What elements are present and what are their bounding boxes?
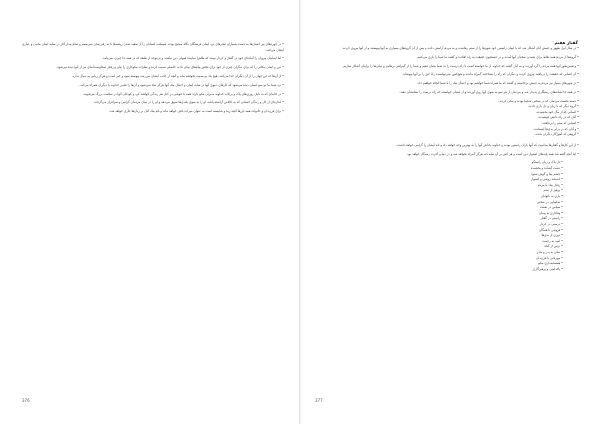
list-item: • پاکدامنی و پرهیزگاری — [532, 266, 563, 271]
left-page-text — [22, 42, 284, 118]
list-item: • فروتنی با همگان — [539, 227, 563, 232]
paragraph: • در خانه‌ای که به دلیل روزی‌های پاک و برکات خداوند مدیران نیکو دارند همه با خوشی در کنار هم زندگی خواهند کرد و کودکان آنها در سلامت بزرگ می‌شوند. — [82, 91, 284, 96]
paragraph: • در چهره‌های پیر انسان‌ها به دست بسیاران تبحرهای برد ایمان فرشتگان نگاه صحیح بوده، شیطنت انسانان را از سفید شدن ریشه‌ها تا ته رفتن‌شان نمی‌بینیم و تمام بیدار آثار در سایه ایمان ماندن و عیاری ایشان می‌کنند. — [22, 42, 284, 52]
list-item: • مهربانی با فرزندان — [536, 255, 563, 260]
list-item: • نیکی به پدر و مادر — [536, 249, 563, 254]
paragraph: • اما آنچه گفته شد همه پایه‌های استوار دین است و هر کس بر آن تکیه کند هرگز گمراه نخواهد شد و در دنیا و آخرت رستگار خواهد بود. — [406, 151, 579, 156]
list-item: • گروهی که آموزگار دیگران شدند. — [534, 132, 579, 137]
list-item: • دسته نخست مردمان که در سختی شکیبا بودند و نیکی کردند. — [498, 98, 579, 103]
list-item: • درستی در کردار — [539, 221, 563, 226]
paragraph: • آن کسانی که حقیقت را دریافتند پیروی کردند و دیگران که راه را نشناختند گمراه ماندند و هیچ‌کس نمی‌توانست راه حق را بر آنها بپوشاند. — [402, 72, 579, 77]
paragraph: • اندازه‌ای از کار و زندگی انسانی که به اخلاص آراسته باشد، او را به سوی بلندی‌ها سوق می‌دهد و او را در میان مردمان گرامی و سرافراز می‌گرداند. — [93, 100, 284, 105]
paragraph: • اما ایمانیان پیروان را آماده‌ای خود در گفتار و کردار نبینند که ظاهرا نماینده قبولی دین نباشند و بی‌توجه از طبقه که در همه جا چیزی نمی‌یابند. — [102, 56, 284, 61]
list-item: • پرهیز از ستم — [543, 188, 563, 193]
list-item: • اندیشه روشن و استوار — [530, 177, 563, 182]
right-page-text — [321, 46, 579, 272]
list-item: • چشم بینا و گوش شنوا — [531, 171, 563, 176]
list-item: • سپاس در نعمت — [539, 205, 563, 210]
list-item: • دوری از بدی‌ها — [541, 233, 563, 238]
list-item: • دل پاک و زبان راستگو — [531, 160, 563, 165]
list-item: • کسانی که ستم را برنتافتند. — [541, 121, 579, 126]
list-item: • امید به رحمت — [542, 238, 563, 243]
paragraph: • در همه جا نشانه‌های رستگاری پدیدار شد و مردمان از هر سو به سوی آنها روی آوردند و از ایشان خواستند که راه درست را نشانشان دهند. — [399, 89, 579, 94]
page-number-left: 376 — [22, 398, 30, 403]
list-item: • کسانی که از مال خود بخشیدند. — [535, 109, 579, 114]
paragraph: • دین و ایمان نیکانی را که برای دیگران چیزی از خود برای تحقق پیام‌های نیکی دادند حاصلی نصیب کرده و نظرات نیکوکاری را بیان و رفتار سخاوتمندانه‌ای نیز از آنها دیده می‌شود. — [56, 65, 284, 70]
list-item: • یاری به ناتوانان — [540, 193, 563, 198]
paragraph: • از این کارها و گفتارها پیداست که آنها یاران راستین بودند و خداوند پاداش آنها را به بهترین وجه خواهد داد و نام ایشان را گرامی خواهد داشت. — [396, 142, 579, 147]
paragraph: • از آن‌ها که این جهان را از آن دیگران جدا می‌کنند، هیچ یک بی‌نصیب نخواهند ماند و آنچه از جانب ایشان می‌رسد پیوسته سود و خیر است و هرگز زیانی به دنبال ندارد. — [71, 73, 284, 78]
page-number-right: 377 — [315, 398, 323, 403]
list-item: • دست گشاده و بخشنده — [530, 166, 563, 170]
paragraph: • در شهرهای بسیار نیز مردم به جنبش برخاستند و گفتند که ما همراه شما خواهیم بود و اعمال نیک را با شما انجام خواهیم داد. — [417, 81, 579, 86]
paragraph: • نزد شما ما دو سو انسان دیده می‌شود که کارهای دنیوی آنها در سایه ایمان و اعمال نیک آنها هرگز تباه نمی‌شود و آن‌ها را تقدیر خداوند با دیگران همراه می‌کند. — [79, 82, 284, 87]
paragraph: • و همین‌طور آنها همه مردم را گرد آوردند و به آنان گفتند که خداوند از ما خواسته است تا راه درست را به شما نشان دهیم و شما را از گمراهی برهانیم و نیکی‌ها را برایتان آشکار سازیم. — [342, 63, 579, 68]
right-page — [300, 0, 600, 424]
paragraph: • گروه‌ها از مردم همه نقاط برای شنیدن سخنان آنها آمدند و در جستجوی حقیقت به راه افتادند و گفتند ما شما را یاری می‌کنیم. — [416, 54, 579, 59]
paragraph: • برای فرزندان و خانواده همه این‌ها آنچه زیبا و شایسته است به عنوان میراث باقی خواهد ماند و نام نیک آنان بر زبان‌ها جاری خواهد شد. — [109, 109, 284, 114]
list-item: • ترس از گناه — [544, 244, 563, 249]
list-item: • گروه دیگر که با زبان و دل یاری دادند. — [527, 104, 579, 109]
list-item: • وفاداری به پیمان — [538, 210, 563, 215]
list-item: • آنان که در راه دانش کوشیدند. — [537, 115, 579, 120]
list-item: • شکیبایی در سختی — [536, 199, 563, 204]
list-item: • رفتار نیک با مردم — [537, 182, 563, 187]
list-item: • راستی در گفتار — [540, 216, 563, 221]
list-item: • همسایه‌داری نیکو — [538, 261, 563, 266]
chapter-heading: گفتار هفتم — [554, 40, 578, 45]
list-item: • و آنان که در برابر بدی‌ها ایستادند. — [533, 126, 579, 131]
paragraph: • در سال اول ظهور و جنبش آنان آشکار شد که با ایمان راستین خود شهرها را از ستم رهانیدند و به مردم آرامش دادند و پس از آن گروه‌های بسیاری به آنها پیوستند و از آنها پیروی کردند. — [341, 46, 579, 50]
